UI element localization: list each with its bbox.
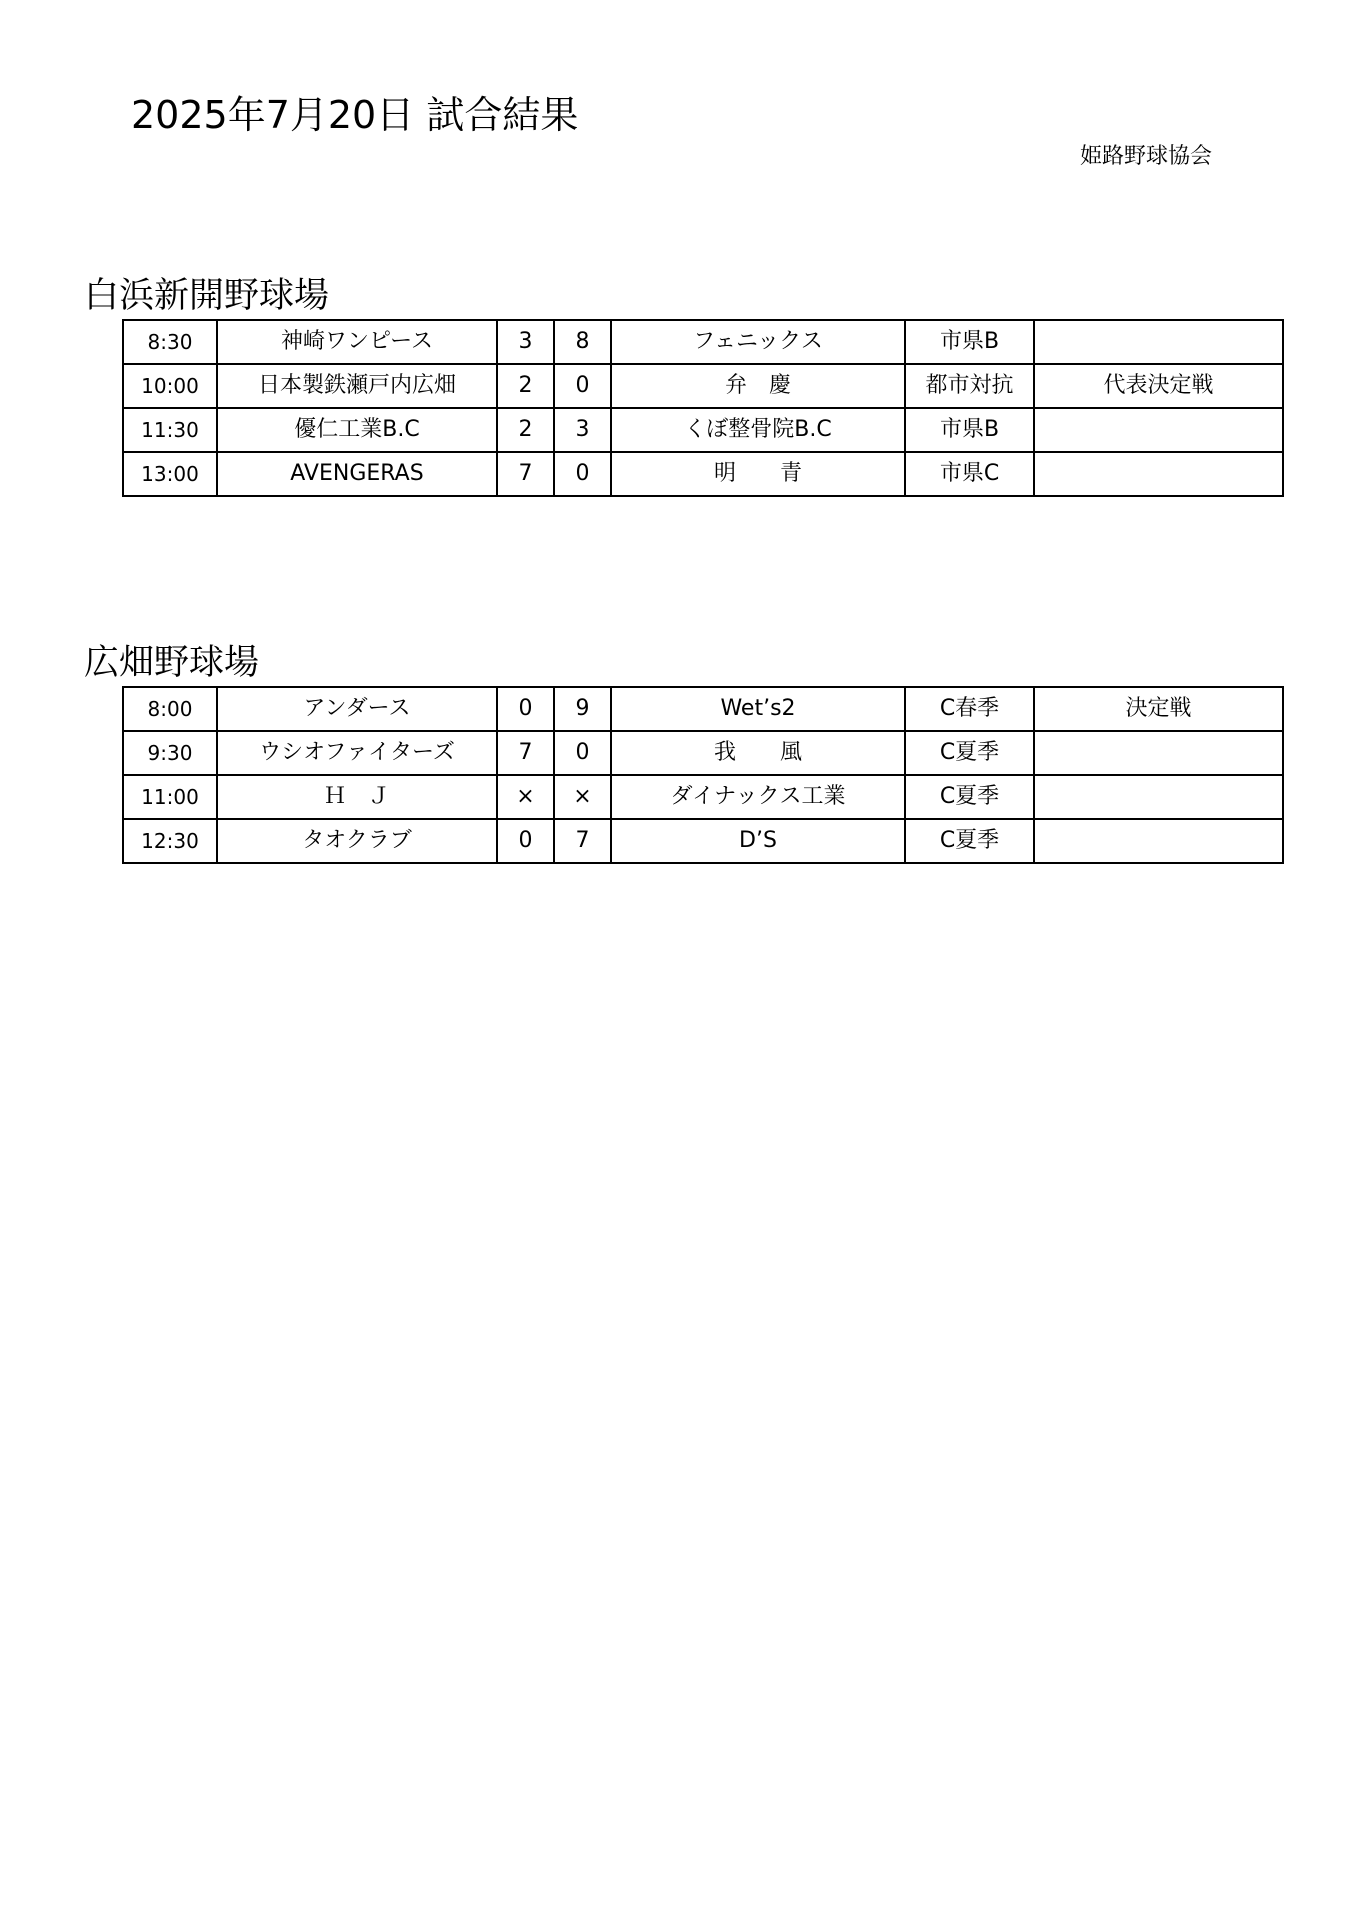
home-score: 2	[497, 408, 554, 452]
home-team: AVENGERAS	[217, 452, 497, 496]
home-team: タオクラブ	[217, 819, 497, 863]
game-time: 8:30	[123, 320, 217, 364]
division: 市県B	[905, 408, 1034, 452]
away-score: 0	[554, 731, 611, 775]
away-team: 明 青	[611, 452, 905, 496]
game-time: 10:00	[123, 364, 217, 408]
away-team: フェニックス	[611, 320, 905, 364]
division: C春季	[905, 687, 1034, 731]
home-team: 優仁工業B.C	[217, 408, 497, 452]
table-row	[123, 452, 1283, 496]
home-score: 7	[497, 452, 554, 496]
home-team: Ｈ Ｊ	[217, 775, 497, 819]
game-time: 9:30	[123, 731, 217, 775]
results-table	[122, 319, 1284, 497]
away-score: 0	[554, 364, 611, 408]
note	[1034, 731, 1283, 775]
game-time: 8:00	[123, 687, 217, 731]
home-team: アンダース	[217, 687, 497, 731]
division: C夏季	[905, 775, 1034, 819]
division: C夏季	[905, 819, 1034, 863]
home-team: 神崎ワンピース	[217, 320, 497, 364]
note	[1034, 408, 1283, 452]
home-score: 3	[497, 320, 554, 364]
home-team: 日本製鉄瀬戸内広畑	[217, 364, 497, 408]
organization-name: 姫路野球協会	[1080, 144, 1213, 169]
away-team: Wet’s2	[611, 687, 905, 731]
home-score: 0	[497, 819, 554, 863]
table-row	[123, 687, 1283, 731]
note	[1034, 819, 1283, 863]
table-row	[123, 775, 1283, 819]
note	[1034, 452, 1283, 496]
venue-title: 白浜新開野球場	[84, 276, 330, 316]
home-team: ウシオファイターズ	[217, 731, 497, 775]
game-time: 11:30	[123, 408, 217, 452]
note: 決定戦	[1034, 687, 1283, 731]
division: C夏季	[905, 731, 1034, 775]
away-score: 7	[554, 819, 611, 863]
away-team: 弁 慶	[611, 364, 905, 408]
away-team: ダイナックス工業	[611, 775, 905, 819]
note: 代表決定戦	[1034, 364, 1283, 408]
away-score: 8	[554, 320, 611, 364]
home-score: ×	[497, 775, 554, 819]
away-team: D’S	[611, 819, 905, 863]
away-score: 9	[554, 687, 611, 731]
results-table	[122, 686, 1284, 864]
note	[1034, 320, 1283, 364]
away-score: ×	[554, 775, 611, 819]
division: 市県C	[905, 452, 1034, 496]
game-time: 11:00	[123, 775, 217, 819]
away-team: くぼ整骨院B.C	[611, 408, 905, 452]
table-row	[123, 364, 1283, 408]
venue-title: 広畑野球場	[84, 643, 260, 683]
home-score: 0	[497, 687, 554, 731]
away-score: 0	[554, 452, 611, 496]
table-row	[123, 408, 1283, 452]
note	[1034, 775, 1283, 819]
home-score: 2	[497, 364, 554, 408]
game-time: 13:00	[123, 452, 217, 496]
away-team: 我 風	[611, 731, 905, 775]
table-row	[123, 320, 1283, 364]
table-row	[123, 819, 1283, 863]
division: 都市対抗	[905, 364, 1034, 408]
game-time: 12:30	[123, 819, 217, 863]
page-title: 2025年7月20日 試合結果	[131, 93, 579, 137]
home-score: 7	[497, 731, 554, 775]
division: 市県B	[905, 320, 1034, 364]
table-row	[123, 731, 1283, 775]
away-score: 3	[554, 408, 611, 452]
